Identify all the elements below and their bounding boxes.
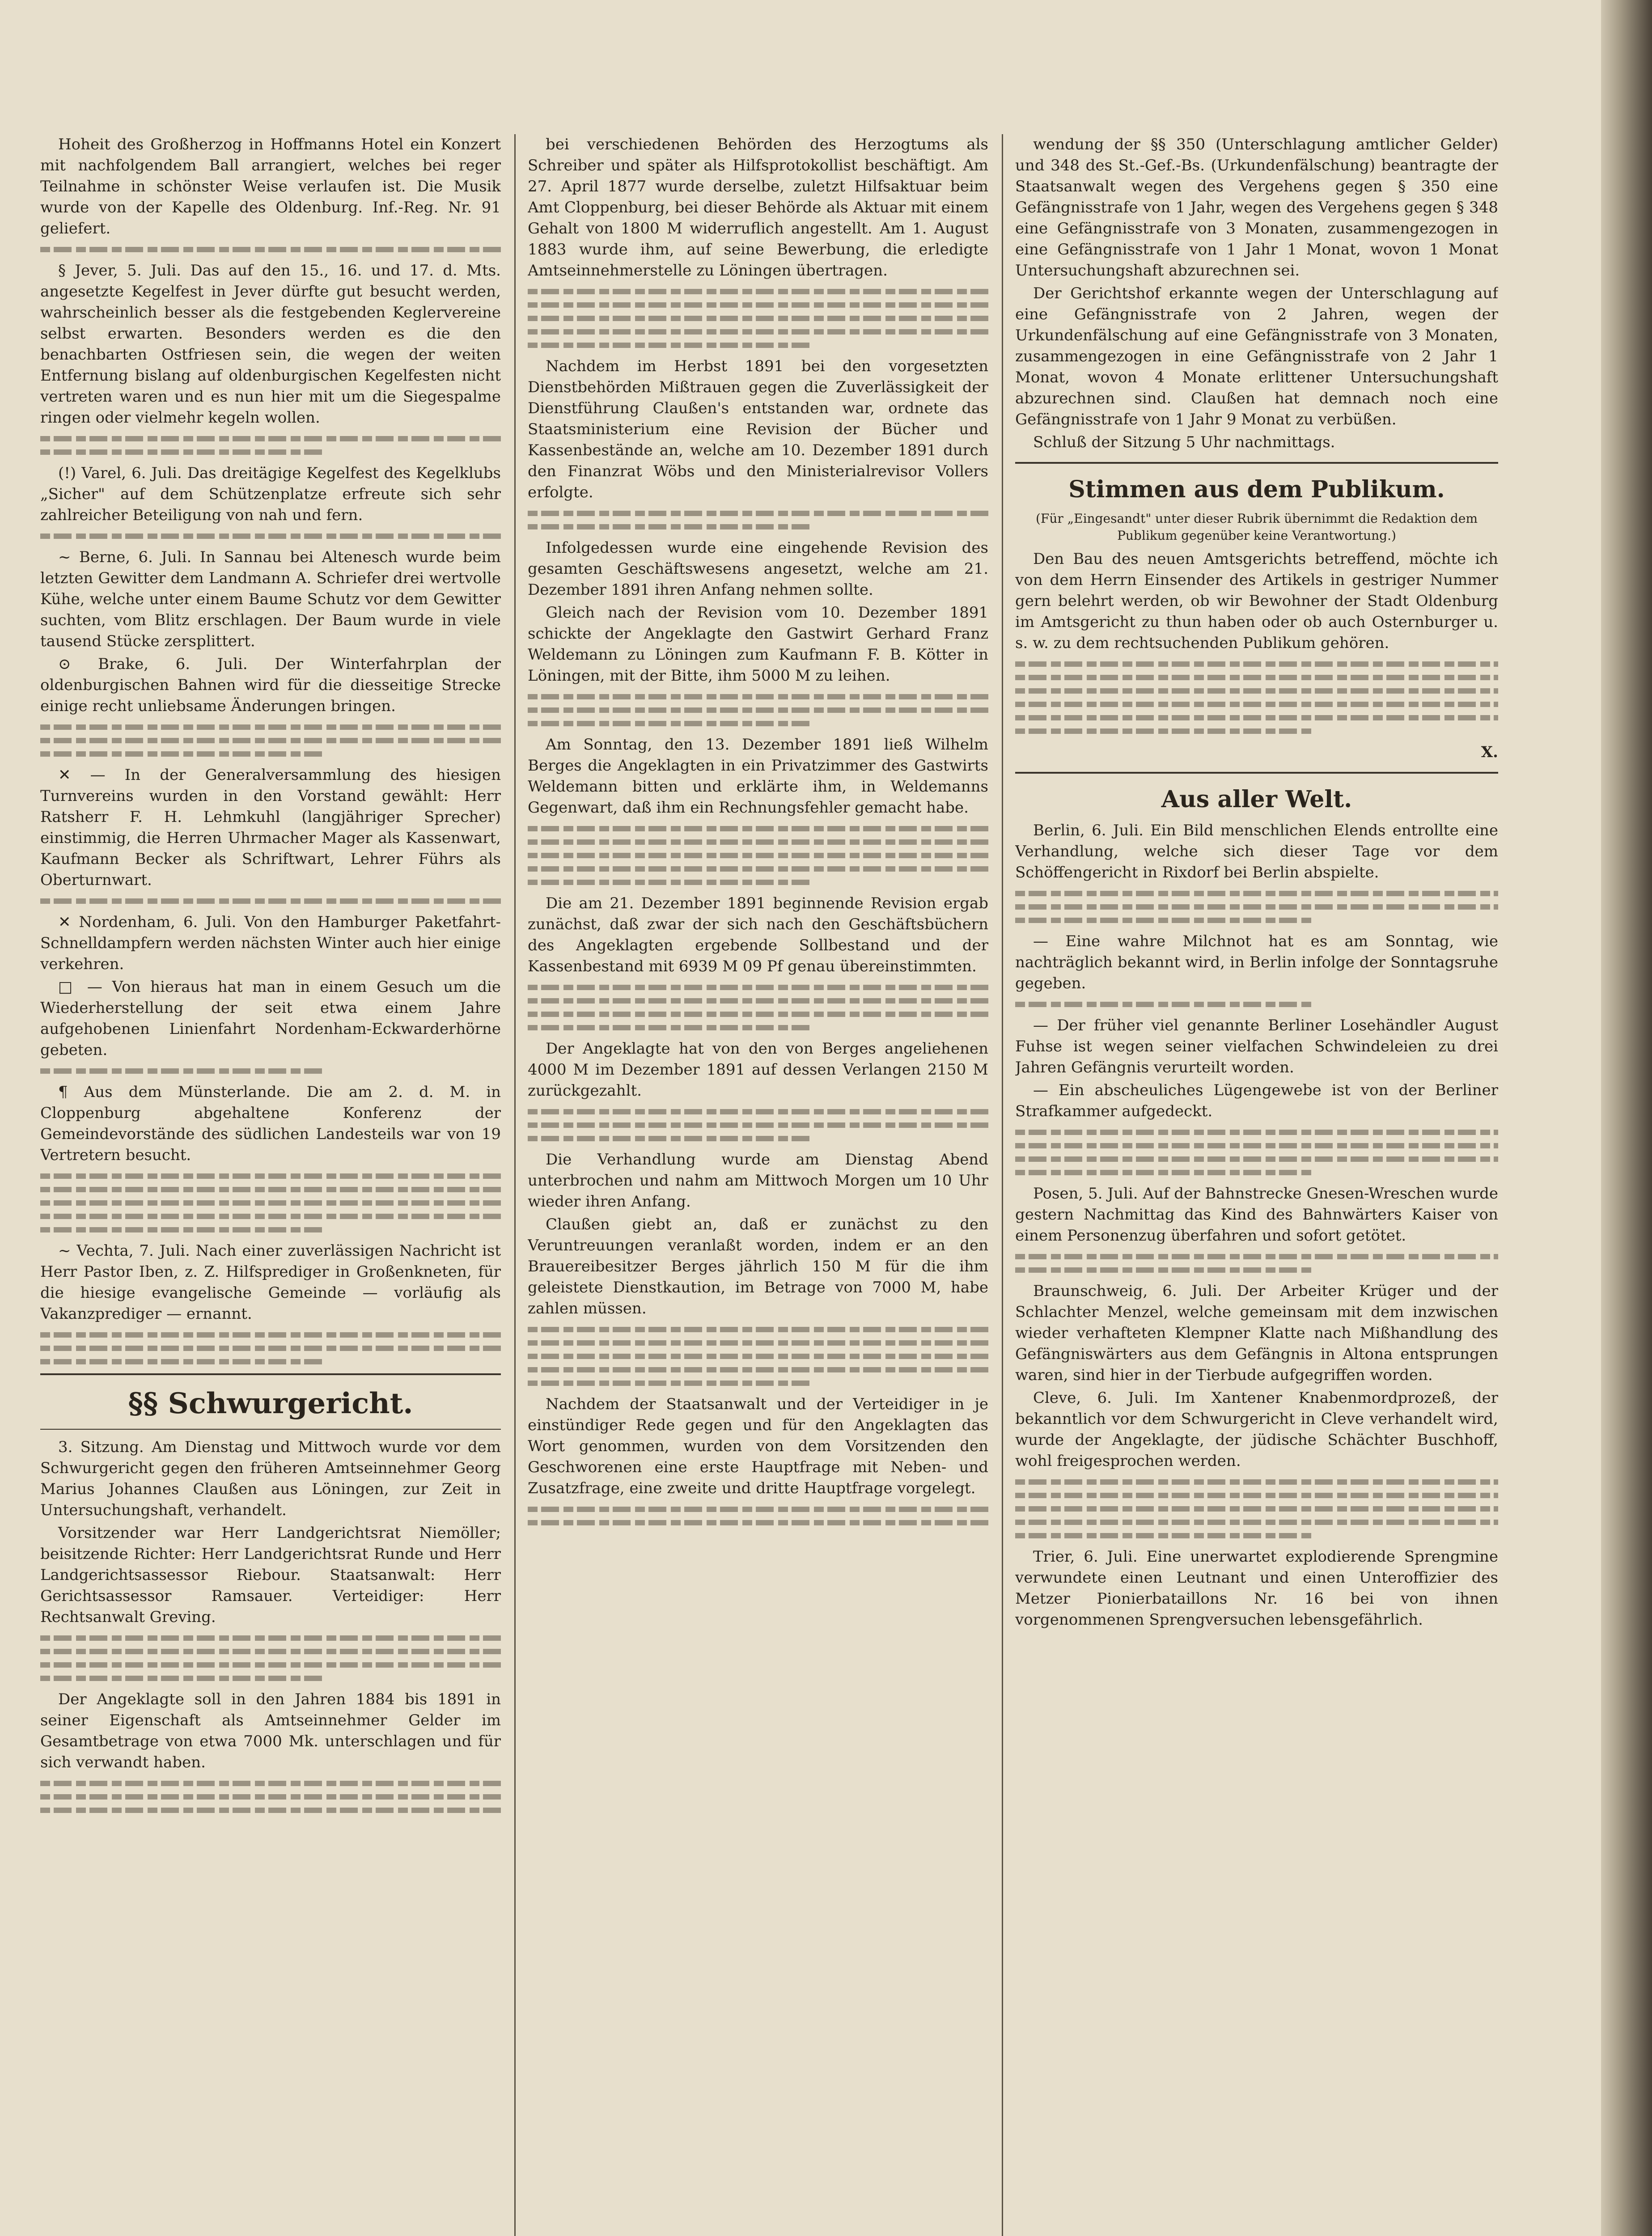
column-3 — [1015, 134, 1498, 2236]
column-2 — [528, 134, 988, 2236]
text-line — [528, 316, 988, 321]
article-sitzung: 3. Sitzung. Am Dienstag und Mittwoch wurde vor dem Schwurgericht gegen den früheren Amtseinnehmer Georg Marius Johannes Claußen aus Löningen, zur Zeit in Untersuchungshaft, verhandelt. — [40, 1438, 501, 1519]
text-line — [1015, 675, 1498, 680]
text-line — [528, 998, 988, 1004]
text-line — [528, 1109, 988, 1114]
section-heading-aus-aller-welt: Aus aller Welt. — [1161, 786, 1352, 813]
text-line — [40, 1200, 501, 1206]
text-line — [40, 1676, 326, 1681]
text-line — [528, 1354, 988, 1359]
text-line — [40, 1214, 501, 1219]
text-line — [528, 1025, 813, 1030]
article-vechta: ~ Vechta, 7. Juli. Nach einer zuverlässigen Nachricht ist Herr Pastor Iben, z. Z. Hilfsprediger in Großenkneten, für die hiesige evangelische Gemeinde — vorläufig als Vakanzprediger — ernannt. — [40, 1242, 501, 1323]
article-berlin-4: — Ein abscheuliches Lügengewebe ist von der Berliner Strafkammer aufgedeckt. — [1015, 1081, 1498, 1120]
article-paragraph: Gleich nach der Revision vom 10. Dezember 1891 schickte der Angeklagte den Gastwirt Gerhard Franz Weldemann zu Löningen zum Kaufmann F. B. Kötter in Löningen, mit der Bitte, ihm 5000 M zu leihen. — [528, 604, 988, 685]
text-line — [528, 1327, 988, 1332]
article-braunschweig: Braunschweig, 6. Juli. Der Arbeiter Krüger und der Schlachter Menzel, welche gemeinsam mit dem inzwischen wieder verhafteten Klempner Klatte nach Mißhandlung des Gefängniswärters aus dem Gefängnis in Altona entsprungen waren, sind hier in der Tierbude aufgegriffen worden. — [1015, 1282, 1498, 1384]
section-divider — [1015, 772, 1498, 774]
article-gericht: Vorsitzender war Herr Landgerichtsrat Niemöller; beisitzende Richter: Herr Landgerichtsrat Runde und Herr Landgerichtsassessor Riebour. Staatsanwalt: Herr Gerichtsassessor Ramsauer. Verteidiger: Herr Rechtsanwalt Greving. — [40, 1524, 501, 1626]
text-line — [1015, 1506, 1498, 1512]
article-paragraph: wendung der §§ 350 (Unterschlagung amtlicher Gelder) und 348 des St.-Gef.-Bs. (Urkundenfälschung) beantragte der Staatsanwalt wegen des Vergehens gegen § 350 eine Gefängnisstrafe von 1 Jahr, wegen des Vergehens gegen § 348 eine Gefängnisstrafe von 3 Monaten, zusammengezogen in eine Gefängnisstrafe von 1 Jahr 1 Monat, wovon 1 Monat Untersuchungshaft abzurechnen sei. — [1015, 136, 1498, 280]
text-line — [1015, 904, 1498, 910]
article-nordenham: ✕ Nordenham, 6. Juli. Von den Hamburger Paketfahrt-Schnelldampfern werden nächsten Winter auch hier einige verkehren. — [40, 913, 501, 973]
article-berlin: Berlin, 6. Juli. Ein Bild menschlichen Elends entrollte eine Verhandlung, welche sich dieser Tage vor dem Schöffengericht in Rixdorf bei Berlin abspielte. — [1015, 822, 1498, 881]
text-line — [528, 707, 988, 713]
text-line — [40, 1187, 501, 1192]
article-berne: ~ Berne, 6. Juli. In Sannau bei Altenesch wurde beim letzten Gewitter dem Landmann A. Schriefer drei wertvolle Kühe, welche unter einem Baume Schutz vor dem Gewitter suchten, vom Blitz erschlagen. Der Baum wurde in viele tausend Stücke zersplittert. — [40, 548, 501, 650]
column-rule — [514, 134, 516, 2236]
article-varel: (!) Varel, 6. Juli. Das dreitägige Kegelfest des Kegelklubs „Sicher" auf dem Schützenplatze erfreute sich sehr zahlreicher Beteiligung von nah und fern. — [40, 464, 501, 524]
text-line — [40, 898, 501, 904]
article-paragraph: Der Gerichtshof erkannte wegen der Unterschlagung auf eine Gefängnisstrafe von 2 Jahren, wegen der Urkundenfälschung auf eine Gefängnisstrafe von 3 Monaten, zusammengezogen in eine Gefängnisstrafe von 2 Jahr 1 Monat, wovon 4 Monate erlittener Untersuchungshaft abzurechnen sind. Claußen hat demnach noch eine Gefängnisstrafe von 1 Jahr 9 Monat zu verbüßen. — [1015, 284, 1498, 428]
text-line — [528, 1012, 988, 1017]
text-line — [1015, 1520, 1498, 1525]
article-angeklagte: Der Angeklagte soll in den Jahren 1884 bis 1891 in seiner Eigenschaft als Amtseinnehmer Gelder im Gesamtbetrage von etwa 7000 Mk. unterschlagen und für sich verwandt haben. — [40, 1690, 501, 1771]
text-line — [528, 302, 988, 308]
text-line — [1015, 661, 1498, 667]
text-line — [1015, 1479, 1498, 1485]
article-nordenham-2: □ — Von hieraus hat man in einem Gesuch um die Wiederherstellung der seit etwa einem Jahre aufgehobenen Linienfahrt Nordenham-Eckwarderhörne gebeten. — [40, 978, 501, 1059]
article-muensterlande: ¶ Aus dem Münsterlande. Die am 2. d. M. in Cloppenburg abgehaltene Konferenz der Gemeindevorstände des südlichen Landesteils war von 19 Vertretern besucht. — [40, 1083, 501, 1164]
article-paragraph: Den Bau des neuen Amtsgerichts betreffend, möchte ich von dem Herrn Einsender des Artikels in gestriger Nummer gern belehrt werden, ob wir Bewohner der Stadt Oldenburg im Amtsgericht zu thun haben oder ob auch Osternburger u. s. w. zu dem rechtsuchenden Publikum gehören. — [1015, 550, 1498, 652]
text-line — [1015, 688, 1498, 694]
text-line — [40, 751, 326, 757]
text-line — [528, 853, 988, 858]
article-paragraph: Die am 21. Dezember 1891 beginnende Revision ergab zunächst, daß zwar der sich nach den Geschäftsbüchern des Angeklagten ergebende Sollbestand und der Kassenbestand mit 6939 M 09 Pf genau übereinstimmten. — [528, 894, 988, 975]
article-paragraph: Nachdem im Herbst 1891 bei den vorgesetzten Dienstbehörden Mißtrauen gegen die Zuverlässigkeit der Dienstführung Claußen's entstanden war, ordnete das Staatsministerium eine Revision der Bücher und Kassenbestände an, welche am 10. Dezember 1891 durch den Finanzrat Wöbs und den Ministerialrevisor Vollers erfolgte. — [528, 357, 988, 501]
text-line — [528, 1507, 988, 1512]
text-line — [528, 721, 813, 726]
section-heading-stimmen: Stimmen aus dem Publikum. — [1068, 476, 1445, 503]
text-line — [40, 1781, 501, 1786]
text-line — [1015, 728, 1315, 734]
article-paragraph: Am Sonntag, den 13. Dezember 1891 ließ Wilhelm Berges die Angeklagten in ein Privatzimmer des Gastwirts Weldemann bitten und erklärte ihm, in Weldemanns Gegenwart, daß ihm ein Rechnungsfehler gemacht habe. — [528, 736, 988, 817]
article-berlin-3: — Der früher viel genannte Berliner Losehändler August Fuhse ist wegen seiner vielfachen Schwindeleien zu drei Jahren Gefängnis verurteilt worden. — [1015, 1016, 1498, 1076]
text-line — [1015, 1493, 1498, 1498]
text-line — [528, 826, 988, 831]
article-paragraph: Der Angeklagte hat von den von Berges angeliehenen 4000 M im Dezember 1891 auf dessen Verlangen 2150 M zurückgezahlt. — [528, 1040, 988, 1100]
text-line — [1015, 1267, 1315, 1273]
text-line — [1015, 702, 1498, 707]
text-line — [40, 1662, 501, 1668]
text-line — [40, 1808, 501, 1813]
section-divider — [40, 1429, 501, 1430]
text-line — [40, 436, 501, 441]
section-heading-schwurgericht: §§ Schwurgericht. — [128, 1387, 413, 1420]
section-divider — [1015, 462, 1498, 464]
text-line — [1015, 1130, 1498, 1135]
article-turnverein: ✕ — In der Generalversammlung des hiesigen Turnvereins wurden in den Vorstand gewählt: Herr Ratsherr F. H. Lehmkuhl (langjähriger Sprecher) einstimmig, die Herren Uhrmacher Mager als Kassenwart, Kaufmann Becker als Schriftwart, Lehrer Führs als Oberturnwart. — [40, 766, 501, 889]
column-1 — [40, 134, 501, 2236]
text-line — [1015, 715, 1498, 720]
text-line — [1015, 1170, 1315, 1175]
text-line — [40, 1332, 501, 1338]
text-line — [528, 329, 988, 335]
text-line — [40, 724, 501, 730]
author-signature: X. — [1481, 743, 1498, 761]
text-line — [40, 1635, 501, 1641]
text-line — [528, 289, 988, 294]
text-line — [528, 880, 813, 885]
text-line — [1015, 1143, 1498, 1148]
text-line — [40, 1227, 326, 1232]
text-line — [40, 247, 501, 252]
editorial-note: (Für „Eingesandt" unter dieser Rubrik übernimmt die Redaktion dem Publikum gegenüber keine Verantwortung.) — [1035, 511, 1478, 543]
text-line — [40, 738, 501, 743]
text-line — [1015, 1254, 1498, 1259]
text-line — [528, 839, 988, 845]
text-line — [40, 534, 501, 539]
text-line — [528, 1122, 988, 1128]
text-line — [40, 1794, 501, 1800]
article-jever: § Jever, 5. Juli. Das auf den 15., 16. und 17. d. Mts. angesetzte Kegelfest in Jever dürfte gut besucht werden, wahrscheinlich besser als die festgebenden Keglervereine selbst erwarten. Besonders werden es die den benachbarten Ostfriesen sein, die wegen der weiten Entfernung bislang auf oldenburgischen Kegelfesten nicht vertreten waren und es nun hier mit um die Siegespalme ringen oder vielmehr kegeln wollen. — [40, 262, 501, 427]
article-paragraph: Schluß der Sitzung 5 Uhr nachmittags. — [1033, 433, 1335, 451]
text-line — [40, 1649, 501, 1654]
text-line — [528, 524, 813, 529]
article-paragraph: bei verschiedenen Behörden des Herzogtums als Schreiber und später als Hilfsprotokollist beschäftigt. Am 27. April 1877 wurde derselbe, zuletzt Hilfsaktuar beim Amt Cloppenburg, bei dieser Behörde als Aktuar mit einem Gehalt von 1800 M widerruflich angestellt. Am 1. August 1883 wurde ihm, auf seine Bewerbung, die erledigte Amtseinnehmerstelle zu Löningen übertragen. — [528, 136, 988, 280]
article-trier: Trier, 6. Juli. Eine unerwartet explodierende Sprengmine verwundete einen Leutnant und einen Unteroffizier des Metzer Pionierbataillons Nr. 16 bei von ihnen vorgenommenen Sprengversuchen lebensgefährlich. — [1015, 1548, 1498, 1629]
text-line — [1015, 891, 1498, 896]
text-line — [528, 1367, 988, 1372]
text-line — [528, 1520, 988, 1525]
article-paragraph: Infolgedessen wurde eine eingehende Revision des gesamten Geschäftswesens angesetzt, welche am 21. Dezember 1891 ihren Anfang nehmen sollte. — [528, 539, 988, 599]
text-line — [40, 1346, 501, 1351]
text-line — [528, 866, 988, 872]
text-line — [528, 1381, 813, 1386]
article-paragraph: Nachdem der Staatsanwalt und der Verteidiger in je einstündiger Rede gegen und für den Angeklagten das Wort genommen, wurden von dem Vorsitzenden den Geschworenen eine erste Hauptfrage mit Neben- und Zusatzfrage, eine zweite und dritte Hauptfrage vorgelegt. — [528, 1395, 988, 1497]
text-line — [40, 1173, 501, 1179]
text-line — [528, 343, 813, 348]
text-line — [528, 1136, 813, 1141]
text-line — [528, 511, 988, 516]
text-line — [40, 1359, 326, 1364]
text-line — [1015, 1002, 1315, 1007]
text-line — [40, 1068, 326, 1074]
text-line — [528, 985, 988, 990]
article-posen: Posen, 5. Juli. Auf der Bahnstrecke Gnesen-Wreschen wurde gestern Nachmittag das Kind des Bahnwärters Kaiser von einem Personenzug überfahren und sofort getötet. — [1015, 1185, 1498, 1245]
article-cleve: Cleve, 6. Juli. Im Xantener Knabenmordprozeß, der bekanntlich vor dem Schwurgericht in Cleve verhandelt wird, wurde der Angeklagte, der jüdische Schächter Buschhoff, wohl freigesprochen werden. — [1015, 1389, 1498, 1470]
article-paragraph: Hoheit des Großherzog in Hoffmanns Hotel ein Konzert mit nachfolgendem Ball arrangiert, welches bei reger Teilnahme in schönster Weise verlaufen ist. Die Musik wurde von der Kapelle des Oldenburg. Inf.-Reg. Nr. 91 geliefert. — [40, 136, 501, 237]
article-berlin-2: — Eine wahre Milchnot hat es am Sonntag, wie nachträglich bekannt wird, in Berlin infolge der Sonntagsruhe gegeben. — [1015, 932, 1498, 992]
article-paragraph: Die Verhandlung wurde am Dienstag Abend unterbrochen und nahm am Mittwoch Morgen um 10 Uhr wieder ihren Anfang. — [528, 1151, 988, 1211]
column-rule — [1002, 134, 1003, 2236]
article-paragraph: Claußen giebt an, daß er zunächst zu den Veruntreuungen veranlaßt worden, indem er an den Brauereibesitzer Berges jährlich 150 M für die ihm geleistete Dienstkaution, im Betrage von 7000 M, habe zahlen müssen. — [528, 1215, 988, 1317]
article-brake: ⊙ Brake, 6. Juli. Der Winterfahrplan der oldenburgischen Bahnen wird für die diesseitige Strecke einige recht unliebsame Änderungen bringen. — [40, 655, 501, 715]
text-line — [528, 694, 988, 699]
text-line — [528, 1340, 988, 1346]
text-line — [40, 449, 326, 455]
page-edge-shadow — [1601, 0, 1652, 2236]
text-line — [1015, 1156, 1498, 1162]
section-divider — [40, 1373, 501, 1375]
text-line — [1015, 1533, 1315, 1538]
text-line — [1015, 918, 1315, 923]
